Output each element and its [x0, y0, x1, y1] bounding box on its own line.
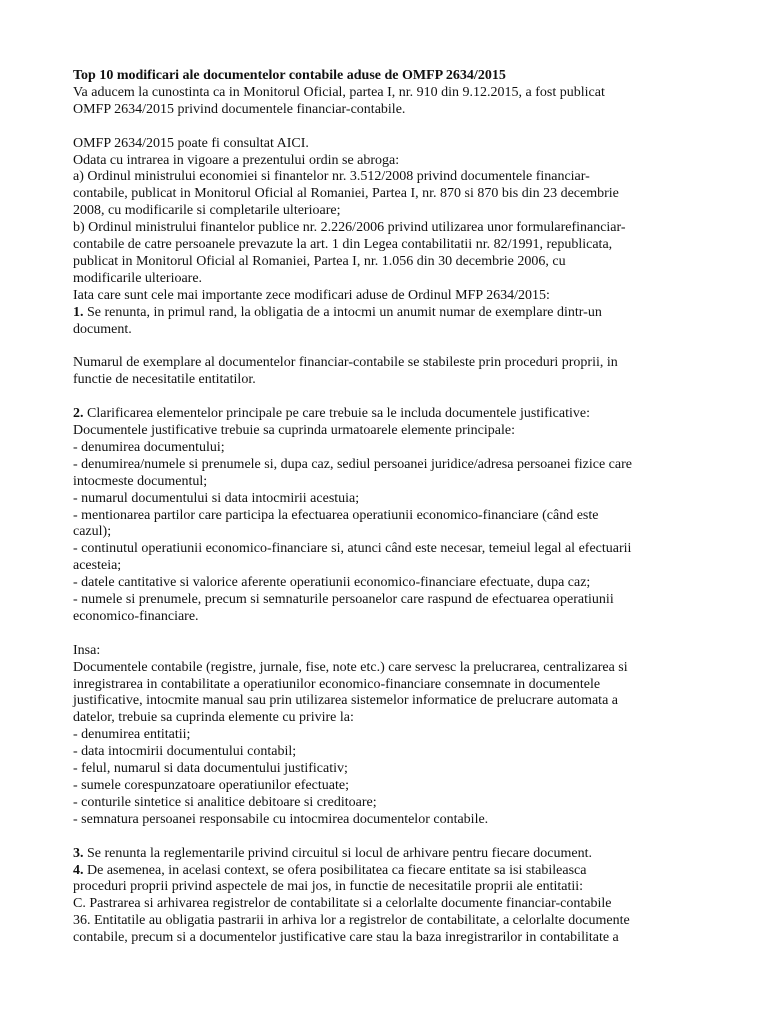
- consult-line: b) Ordinul ministrului finantelor publice nr. 2.226/2006 privind utilizarea unor formularefinanciar-: [73, 220, 626, 236]
- consult-line: contabile de catre persoanele prevazute la art. 1 din Legea contabilitatii nr. 82/1991, republicata,: [73, 237, 613, 253]
- item-2-line: Documentele justificative trebuie sa cuprinda urmatoarele elemente principale:: [73, 422, 515, 438]
- insa-line: Insa:: [73, 642, 101, 658]
- insa-line: justificative, intocmite manual sau prin utilizarea sistemelor informatice de prelucrare automata a: [73, 693, 619, 709]
- insa-line: - semnatura persoanei responsabile cu intocmirea documentelor contabile.: [73, 811, 489, 827]
- consult-line: Odata cu intrarea in vigoare a prezentului ordin se abroga:: [73, 152, 400, 168]
- consult-line: contabile, publicat in Monitorul Oficial al Romaniei, Partea I, nr. 870 si 870 bis din 23 decembrie: [73, 186, 619, 202]
- blank-line: [73, 626, 698, 643]
- item-2-line: - continutul operatiunii economico-financiare si, atunci când este necesar, temeiul legal al efectuarii: [73, 541, 632, 557]
- document-page: [73, 68, 698, 947]
- item-2-number: 2.: [73, 406, 84, 422]
- item-1-line: [73, 305, 698, 322]
- item-2-line: - numele si prenumele, precum si semnaturile persoanelor care raspund de efectuarea operatiunii: [73, 592, 614, 608]
- insa-line: Documentele contabile (registre, jurnale, fise, note etc.) care servesc la prelucrarea, centralizarea si: [73, 659, 628, 675]
- item-4-line: [73, 863, 698, 880]
- consult-line: OMFP 2634/2015 poate fi consultat AICI.: [73, 135, 309, 151]
- blank-line: [73, 389, 698, 406]
- insa-line: - denumirea entitatii;: [73, 727, 191, 743]
- item-1-number: 1.: [73, 304, 84, 320]
- insa-line: - conturile sintetice si analitice debitoare si creditoare;: [73, 794, 377, 810]
- item-4-line: proceduri proprii privind aspectele de mai jos, in functie de necesitatile proprii ale entitatii:: [73, 879, 584, 895]
- consult-line: Iata care sunt cele mai importante zece modificari aduse de Ordinul MFP 2634/2015:: [73, 287, 550, 303]
- item-2-line: cazul);: [73, 524, 112, 540]
- item-2-line: - mentionarea partilor care participa la efectuarea operatiunii economico-financiare (când este: [73, 507, 599, 523]
- item-2-text: Clarificarea elementelor principale pe care trebuie sa le includa documentele justificative:: [83, 406, 590, 422]
- item-1-line: document.: [73, 321, 132, 337]
- consult-line: modificarile ulterioare.: [73, 270, 203, 286]
- item-2-line: - denumirea/numele si prenumele si, dupa caz, sediul persoanei juridice/adresa persoanei fizice care: [73, 456, 632, 472]
- item-4-line: 36. Entitatile au obligatia pastrarii in arhiva lor a registrelor de contabilitate, a celorlalte documente: [73, 913, 630, 929]
- item-2-line: [73, 406, 698, 423]
- insa-line: - felul, numarul si data documentului justificativ;: [73, 761, 348, 777]
- consult-line: publicat in Monitorul Oficial al Romaniei, Partea I, nr. 1.056 din 30 decembrie 2006, cu: [73, 253, 566, 269]
- intro-line: OMFP 2634/2015 privind documentele financiar-contabile.: [73, 101, 406, 117]
- insa-line: - sumele corespunzatoare operatiunilor efectuate;: [73, 778, 349, 793]
- blank-line: [73, 338, 698, 355]
- blank-line: [73, 119, 698, 136]
- document-title: Top 10 modificari ale documentelor contabile aduse de OMFP 2634/2015: [73, 68, 506, 83]
- item-3-number: 3.: [73, 845, 84, 861]
- item-2-line: economico-financiare.: [73, 608, 199, 624]
- item-3-line: [73, 846, 698, 863]
- insa-line: datelor, trebuie sa cuprinda elemente cu privire la:: [73, 710, 354, 726]
- item-4-line: contabile, precum si a documentelor justificative care stau la baza inregistrarilor in contabilitate a: [73, 930, 619, 946]
- item-2-line: intocmeste documentul;: [73, 473, 208, 489]
- item-1-text: Se renunta, in primul rand, la obligatia de a intocmi un anumit numar de exemplare dintr-un: [83, 304, 602, 320]
- item-2-line: - denumirea documentului;: [73, 439, 225, 455]
- item-4-text: De asemenea, in acelasi context, se ofera posibilitatea ca fiecare entitate sa isi stabileasca: [83, 862, 587, 878]
- blank-line: [73, 829, 698, 846]
- item-1-paragraph-line: Numarul de exemplare al documentelor financiar-contabile se stabileste prin proceduri proprii, in: [73, 355, 618, 371]
- consult-line: a) Ordinul ministrului economiei si finantelor nr. 3.512/2008 privind documentele financiar-: [73, 169, 590, 185]
- item-1-paragraph-line: functie de necesitatile entitatilor.: [73, 372, 256, 388]
- insa-line: inregistrarea in contabilitate a operatiunilor economico-financiare consemnate in documentele: [73, 676, 601, 692]
- intro-line: Va aducem la cunostinta ca in Monitorul Oficial, partea I, nr. 910 din 9.12.2015, a fost publicat: [73, 84, 605, 100]
- item-3-text: Se renunta la reglementarile privind circuitul si locul de arhivare pentru fiecare document.: [83, 845, 592, 861]
- item-2-line: acesteia;: [73, 558, 122, 574]
- item-2-line: - datele cantitative si valorice aferente operatiunii economico-financiare efectuate, dupa caz;: [73, 575, 591, 591]
- item-4-number: 4.: [73, 862, 84, 878]
- consult-line: 2008, cu modificarile si completarile ulterioare;: [73, 203, 341, 219]
- insa-line: - data intocmirii documentului contabil;: [73, 744, 297, 760]
- item-2-line: - numarul documentului si data intocmirii acestuia;: [73, 490, 360, 506]
- item-4-line: C. Pastrarea si arhivarea registrelor de contabilitate si a celorlalte documente financiar-contabile: [73, 896, 612, 912]
